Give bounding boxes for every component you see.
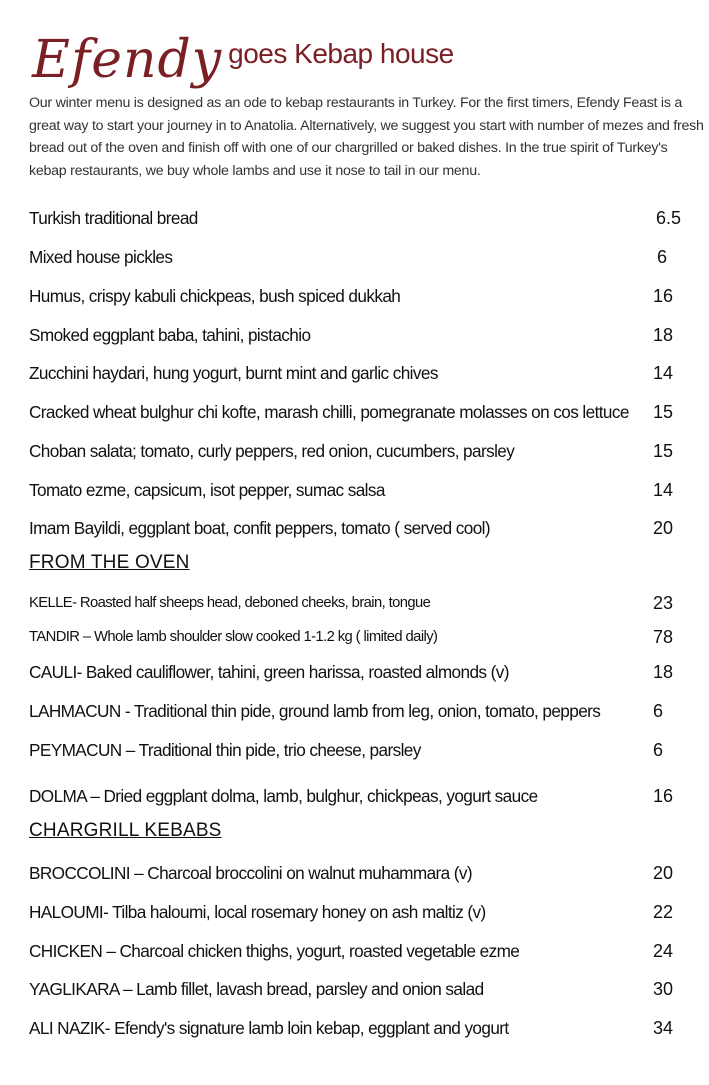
section-heading-oven: FROM THE OVEN	[29, 552, 190, 573]
menu-item	[29, 936, 689, 966]
menu-item-name: ALI NAZIK- Efendy's signature lamb loin kebap, eggplant and yogurt	[29, 1017, 509, 1038]
menu-item-name: Zucchini haydari, hung yogurt, burnt mint and garlic chives	[29, 362, 438, 383]
menu-item-price: 16	[653, 285, 674, 306]
menu-item-price: 23	[653, 592, 674, 613]
menu-item-price: 24	[653, 940, 674, 961]
header-tagline: goes Kebap house	[228, 38, 454, 69]
menu-item-price: 78	[653, 626, 674, 647]
menu-item-price: 6	[653, 739, 664, 760]
menu-item	[29, 242, 689, 272]
menu-item-name: DOLMA – Dried eggplant dolma, lamb, bulghur, chickpeas, yogurt sauce	[29, 785, 538, 806]
menu-item-name: CAULI- Baked cauliflower, tahini, green harissa, roasted almonds (v)	[29, 661, 509, 682]
menu-item-name: Turkish traditional bread	[29, 207, 198, 228]
menu-item-price: 18	[653, 661, 674, 682]
menu-item	[29, 897, 689, 927]
menu-item-price: 30	[653, 978, 674, 999]
menu-item-price: 15	[653, 401, 674, 422]
menu-item	[29, 475, 689, 505]
menu-item-name: Humus, crispy kabuli chickpeas, bush spiced dukkah	[29, 285, 401, 306]
menu-item	[29, 358, 689, 388]
menu-item	[29, 622, 689, 652]
menu-item-price: 34	[653, 1017, 674, 1038]
menu-item-price: 6	[653, 700, 664, 721]
menu-item	[29, 588, 689, 618]
intro-paragraph: Our winter menu is designed as an ode to kebap restaurants in Turkey. For the first timers, Efendy Feast is a great way to start your journey in to Anatolia. Alternatively, we suggest you start with number of mezes and fresh bread out of the oven and finish off with one of our chargrilled or baked dishes. In the true spirit of Turkey's kebap restaurants, we buy whole lambs and use it nose to tail in our menu.	[29, 95, 704, 179]
restaurant-logo: Efendy	[32, 30, 223, 90]
menu-item	[29, 513, 689, 543]
menu-item-name: PEYMACUN – Traditional thin pide, trio cheese, parsley	[29, 739, 421, 760]
menu-item-price: 14	[653, 362, 674, 383]
menu-item-price: 14	[653, 479, 674, 500]
menu-item-name: Smoked eggplant baba, tahini, pistachio	[29, 324, 311, 345]
menu-item	[29, 735, 689, 765]
menu-item-name: TANDIR – Whole lamb shoulder slow cooked 1-1.2 kg ( limited daily)	[29, 629, 438, 645]
menu-item	[29, 657, 689, 687]
menu-item	[29, 281, 689, 311]
menu-item	[29, 203, 689, 233]
menu-item-name: KELLE- Roasted half sheeps head, deboned cheeks, brain, tongue	[29, 595, 431, 611]
menu-item-name: Cracked wheat bulghur chi kofte, marash chilli, pomegranate molasses on cos lettuce	[29, 401, 629, 422]
menu-item-price: 18	[653, 324, 674, 345]
menu-item-price: 6	[657, 246, 668, 267]
menu-item-name: HALOUMI- Tilba haloumi, local rosemary honey on ash maltiz (v)	[29, 901, 486, 922]
menu-item-price: 20	[653, 862, 674, 883]
menu-item	[29, 397, 689, 427]
menu-item-name: CHICKEN – Charcoal chicken thighs, yogurt, roasted vegetable ezme	[29, 940, 520, 961]
menu-item	[29, 320, 689, 350]
menu-item-price: 20	[653, 517, 674, 538]
menu-item	[29, 781, 689, 811]
menu-header	[32, 14, 454, 90]
menu-item-name: Choban salata; tomato, curly peppers, red onion, cucumbers, parsley	[29, 440, 515, 461]
menu-item-price: 15	[653, 440, 674, 461]
menu-item-price: 22	[653, 901, 674, 922]
menu-item-name: LAHMACUN - Traditional thin pide, ground lamb from leg, onion, tomato, peppers	[29, 700, 601, 721]
menu-item-name: YAGLIKARA – Lamb fillet, lavash bread, parsley and onion salad	[29, 978, 484, 999]
menu-item	[29, 974, 689, 1004]
menu-item-name: Mixed house pickles	[29, 246, 173, 267]
menu-item	[29, 1013, 689, 1043]
menu-item-name: Tomato ezme, capsicum, isot pepper, sumac salsa	[29, 479, 385, 500]
menu-item-price: 6.5	[656, 207, 682, 228]
menu-item-name: Imam Bayildi, eggplant boat, confit peppers, tomato ( served cool)	[29, 517, 491, 538]
menu-item	[29, 858, 689, 888]
menu-item-price: 16	[653, 785, 674, 806]
menu-item-name: BROCCOLINI – Charcoal broccolini on walnut muhammara (v)	[29, 862, 473, 883]
menu-item	[29, 696, 689, 726]
section-heading-chargrill: CHARGRILL KEBABS	[29, 820, 222, 841]
menu-item	[29, 436, 689, 466]
